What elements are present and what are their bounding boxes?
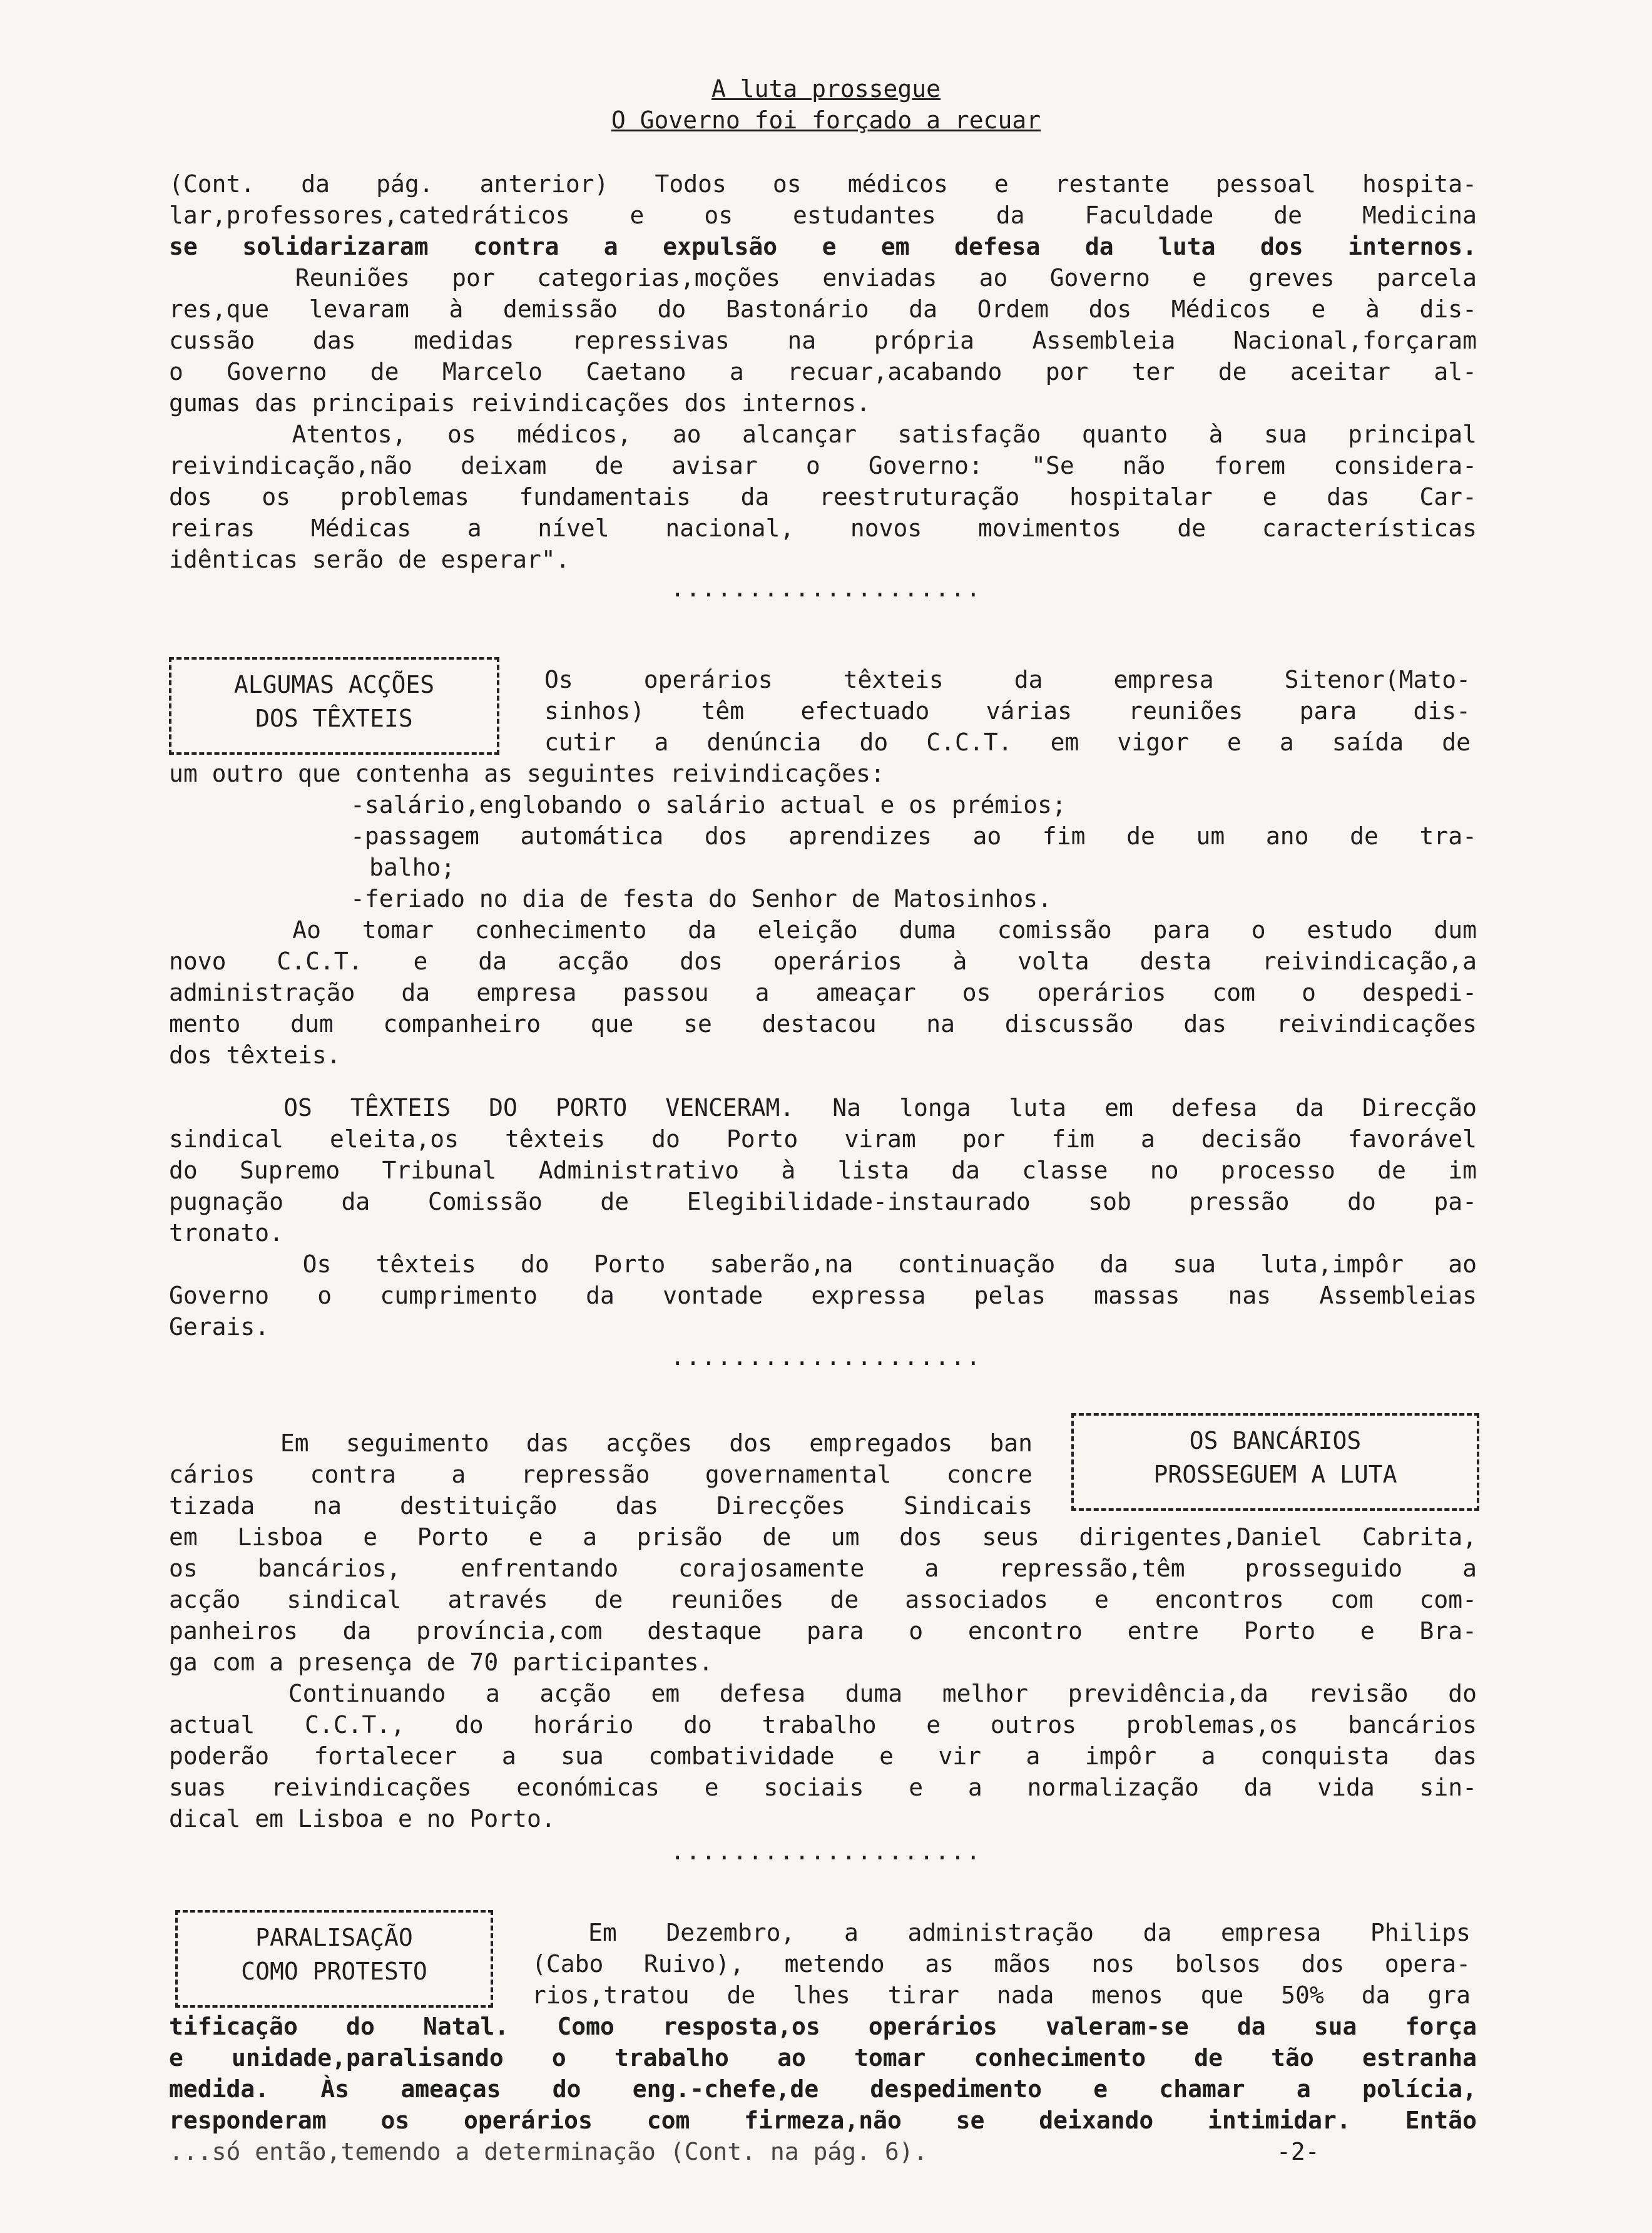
- text-line: gumas das principais reivindicações dos internos.: [169, 389, 871, 417]
- text-line: Governo o cumprimento da vontade expressa pelas massas nas Assembleias: [169, 1282, 1477, 1309]
- list-item: balho;: [369, 854, 456, 881]
- text-line: e unidade,paralisando o trabalho ao tomar conhecimento de tão estranha: [169, 2044, 1477, 2072]
- text-line: do Supremo Tribunal Administrativo à lista da classe no processo de im: [169, 1157, 1477, 1184]
- list-item: -feriado no dia de festa do Senhor de Matosinhos.: [350, 885, 1053, 912]
- text-line: cutir a denúncia do C.C.T. em vigor e a saída de: [544, 728, 1471, 756]
- text-line: actual C.C.T., do horário do trabalho e outros problemas,os bancários: [169, 1711, 1477, 1739]
- text-line: tronato.: [169, 1219, 284, 1247]
- text-line: (Cabo Ruivo), metendo as mãos nos bolsos dos opera-: [532, 1950, 1471, 1978]
- text-line: novo C.C.T. e da acção dos operários à volta desta reivindicação,a: [169, 948, 1477, 975]
- text-line: em Lisboa e Porto e a prisão de um dos seus dirigentes,Daniel Cabrita,: [169, 1523, 1477, 1551]
- text-line: cussão das medidas repressivas na própria Assembleia Nacional,forçaram: [169, 327, 1477, 354]
- text-line: reiras Médicas a nível nacional, novos movimentos de características: [169, 514, 1477, 542]
- text-line: Continuando a acção em defesa duma melhor previdência,da revisão do: [169, 1680, 1477, 1707]
- text-line: OS TÊXTEIS DO PORTO VENCERAM. Na longa luta em defesa da Direcção: [169, 1094, 1477, 1122]
- text-line: mento dum companheiro que se destacou na discussão das reivindicações: [169, 1010, 1477, 1038]
- text-line: panheiros da província,com destaque para o encontro entre Porto e Bra-: [169, 1617, 1477, 1645]
- text-line: rios,tratou de lhes tirar nada menos que 50% da gra: [532, 1981, 1471, 2009]
- text-line: (Cont. da pág. anterior) Todos os médicos e restante pessoal hospita-: [169, 170, 1477, 198]
- text-line: um outro que contenha as seguintes reivindicações:: [169, 760, 885, 787]
- text-line: Em seguimento das acções dos empregados ban: [169, 1429, 1032, 1457]
- text-line: se solidarizaram contra a expulsão e em defesa da luta dos internos.: [169, 233, 1477, 260]
- text-line: dos têxteis.: [169, 1041, 341, 1069]
- text-line: administração da empresa passou a ameaçar os operários com o despedi-: [169, 979, 1477, 1006]
- box-title-line: COMO PROTESTO: [241, 1958, 427, 1985]
- page-title: A luta prossegue: [711, 75, 941, 103]
- text-line: reivindicação,não deixam de avisar o Governo: "Se não forem considera-: [169, 452, 1477, 479]
- continuation-line: ...só então,temendo a determinação (Cont. na pág. 6).: [169, 2138, 928, 2165]
- text-line: Reuniões por categorias,moções enviadas ao Governo e greves parcela: [169, 264, 1477, 292]
- box-title-line: ALGUMAS ACÇÕES: [233, 671, 435, 698]
- text-line: dos os problemas fundamentais da reestruturação hospitalar e das Car-: [169, 483, 1477, 511]
- text-line: sinhos) têm efectuado várias reuniões para dis-: [544, 697, 1471, 725]
- separator-dots: ....................: [670, 575, 982, 602]
- text-line: Atentos, os médicos, ao alcançar satisfação quanto à sua principal: [169, 421, 1477, 448]
- text-line: Os operários têxteis da empresa Sitenor(Mato-: [544, 666, 1471, 693]
- text-line: Ao tomar conhecimento da eleição duma comissão para o estudo dum: [169, 916, 1477, 944]
- box-title-line: PROSSEGUEM A LUTA: [1153, 1461, 1397, 1488]
- text-line: res,que levaram à demissão do Bastonário da Ordem dos Médicos e à dis-: [169, 295, 1477, 323]
- text-line: tificação do Natal. Como resposta,os operários valeram-se da sua força: [169, 2013, 1477, 2040]
- list-item: -salário,englobando o salário actual e os prémios;: [350, 791, 1066, 819]
- text-line: sindical eleita,os têxteis do Porto viram por fim a decisão favorável: [169, 1125, 1477, 1153]
- separator-dots: ....................: [670, 1837, 982, 1865]
- section-box-paralisacao: [175, 1910, 493, 2008]
- text-line: Gerais.: [169, 1313, 270, 1341]
- text-line: cários contra a repressão governamental concre: [169, 1461, 1032, 1488]
- text-line: ga com a presença de 70 participantes.: [169, 1648, 713, 1676]
- box-title-line: PARALISAÇÃO: [255, 1924, 413, 1951]
- text-line: o Governo de Marcelo Caetano a recuar,acabando por ter de aceitar al-: [169, 358, 1477, 386]
- text-line: acção sindical através de reuniões de associados e encontros com com-: [169, 1586, 1477, 1613]
- text-line: poderão fortalecer a sua combatividade e vir a impôr a conquista das: [169, 1742, 1477, 1770]
- text-line: suas reivindicações económicas e sociais e a normalização da vida sin-: [169, 1774, 1477, 1801]
- text-line: responderam os operários com firmeza,não se deixando intimidar. Então: [169, 2107, 1477, 2134]
- text-line: os bancários, enfrentando corajosamente a repressão,têm prosseguido a: [169, 1555, 1477, 1582]
- text-line: Em Dezembro, a administração da empresa Philips: [588, 1919, 1471, 1946]
- text-line: idênticas serão de esperar".: [169, 546, 570, 573]
- text-line: dical em Lisboa e no Porto.: [169, 1805, 556, 1832]
- text-line: lar,professores,catedráticos e os estudantes da Faculdade de Medicina: [169, 202, 1477, 229]
- text-line: tizada na destituição das Direcções Sindicais: [169, 1492, 1032, 1520]
- section-box-acoes-texteis: [169, 657, 499, 755]
- box-title-line: DOS TÊXTEIS: [255, 705, 413, 732]
- separator-dots: ....................: [670, 1343, 982, 1371]
- text-line: medida. Às ameaças do eng.-chefe,de despedimento e chamar a polícia,: [169, 2075, 1477, 2103]
- page-number: -2-: [1277, 2138, 1320, 2165]
- box-title-line: OS BANCÁRIOS: [1189, 1427, 1362, 1454]
- text-line: Os têxteis do Porto saberão,na continuação da sua luta,impôr ao: [169, 1250, 1477, 1278]
- page-subtitle: O Governo foi forçado a recuar: [611, 106, 1041, 134]
- text-line: pugnação da Comissão de Elegibilidade-instaurado sob pressão do pa-: [169, 1188, 1477, 1215]
- list-item: -passagem automática dos aprendizes ao fim de um ano de tra-: [350, 822, 1477, 850]
- section-box-bancarios: [1071, 1413, 1479, 1511]
